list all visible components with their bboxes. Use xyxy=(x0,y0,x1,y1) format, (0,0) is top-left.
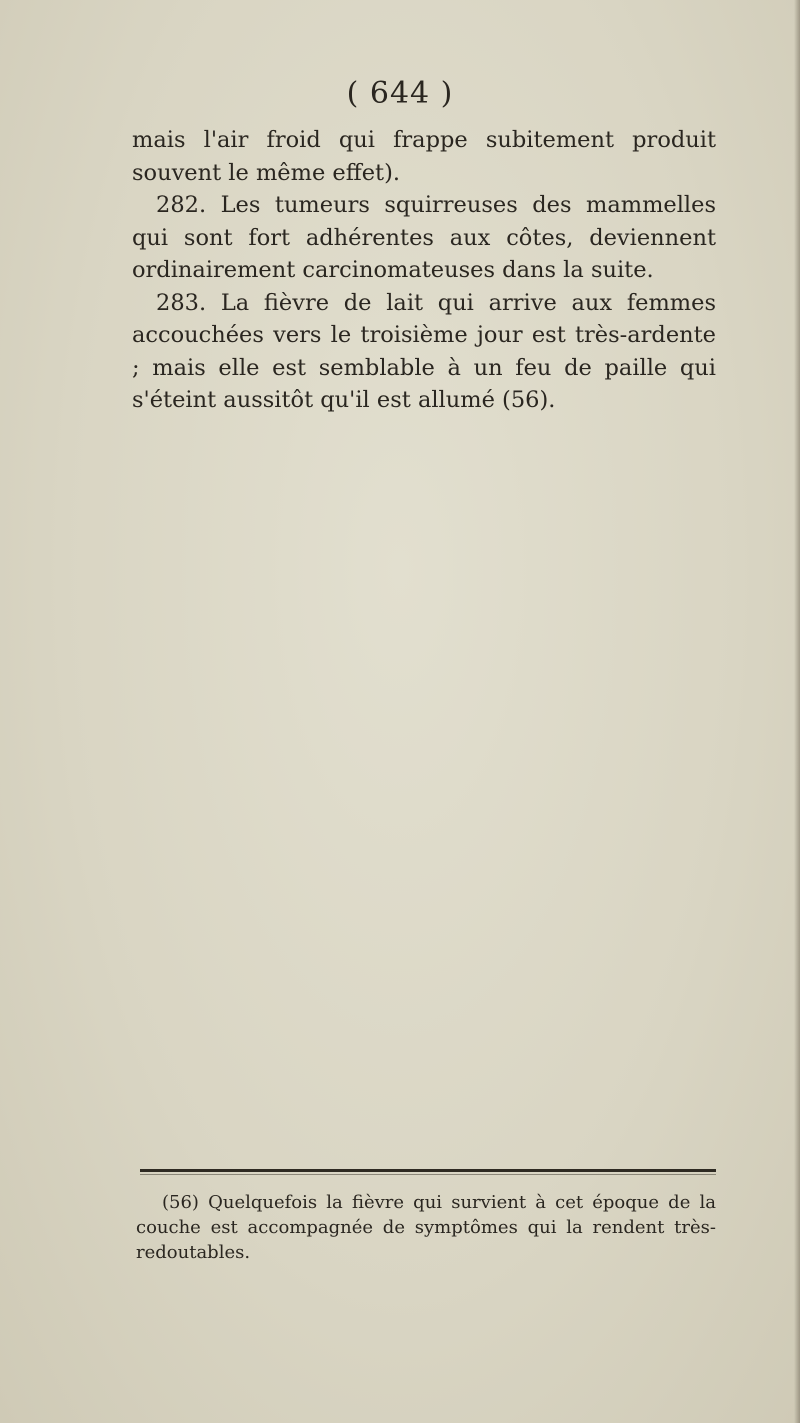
paragraph-continuation: mais l'air froid qui frappe subitement produit souvent le même effet). xyxy=(132,127,716,186)
page-number: ( 644 ) xyxy=(346,76,454,111)
paragraph-282: 282. Les tumeurs squirreuses des mammelles qui sont fort adhérentes aux côtes, deviennent ordinairement carcinomateuses dans la suite. xyxy=(132,192,716,283)
main-text xyxy=(132,124,716,417)
paragraph-283: 283. La fièvre de lait qui arrive aux femmes accouchées vers le troisième jour est très-ardente ; mais elle est semblable à un feu de paille qui s'éteint aussitôt qu'il est allumé (56). xyxy=(132,289,716,413)
footnote-rule xyxy=(140,1169,716,1172)
footnote xyxy=(136,1190,716,1265)
page-edge-shadow xyxy=(794,0,800,1423)
footnote-rule-thin xyxy=(140,1174,716,1175)
footnote-56: (56) Quelquefois la fièvre qui survient à cet époque de la couche est accompagnée de symptômes qui la rendent très-redoutables. xyxy=(136,1192,716,1263)
